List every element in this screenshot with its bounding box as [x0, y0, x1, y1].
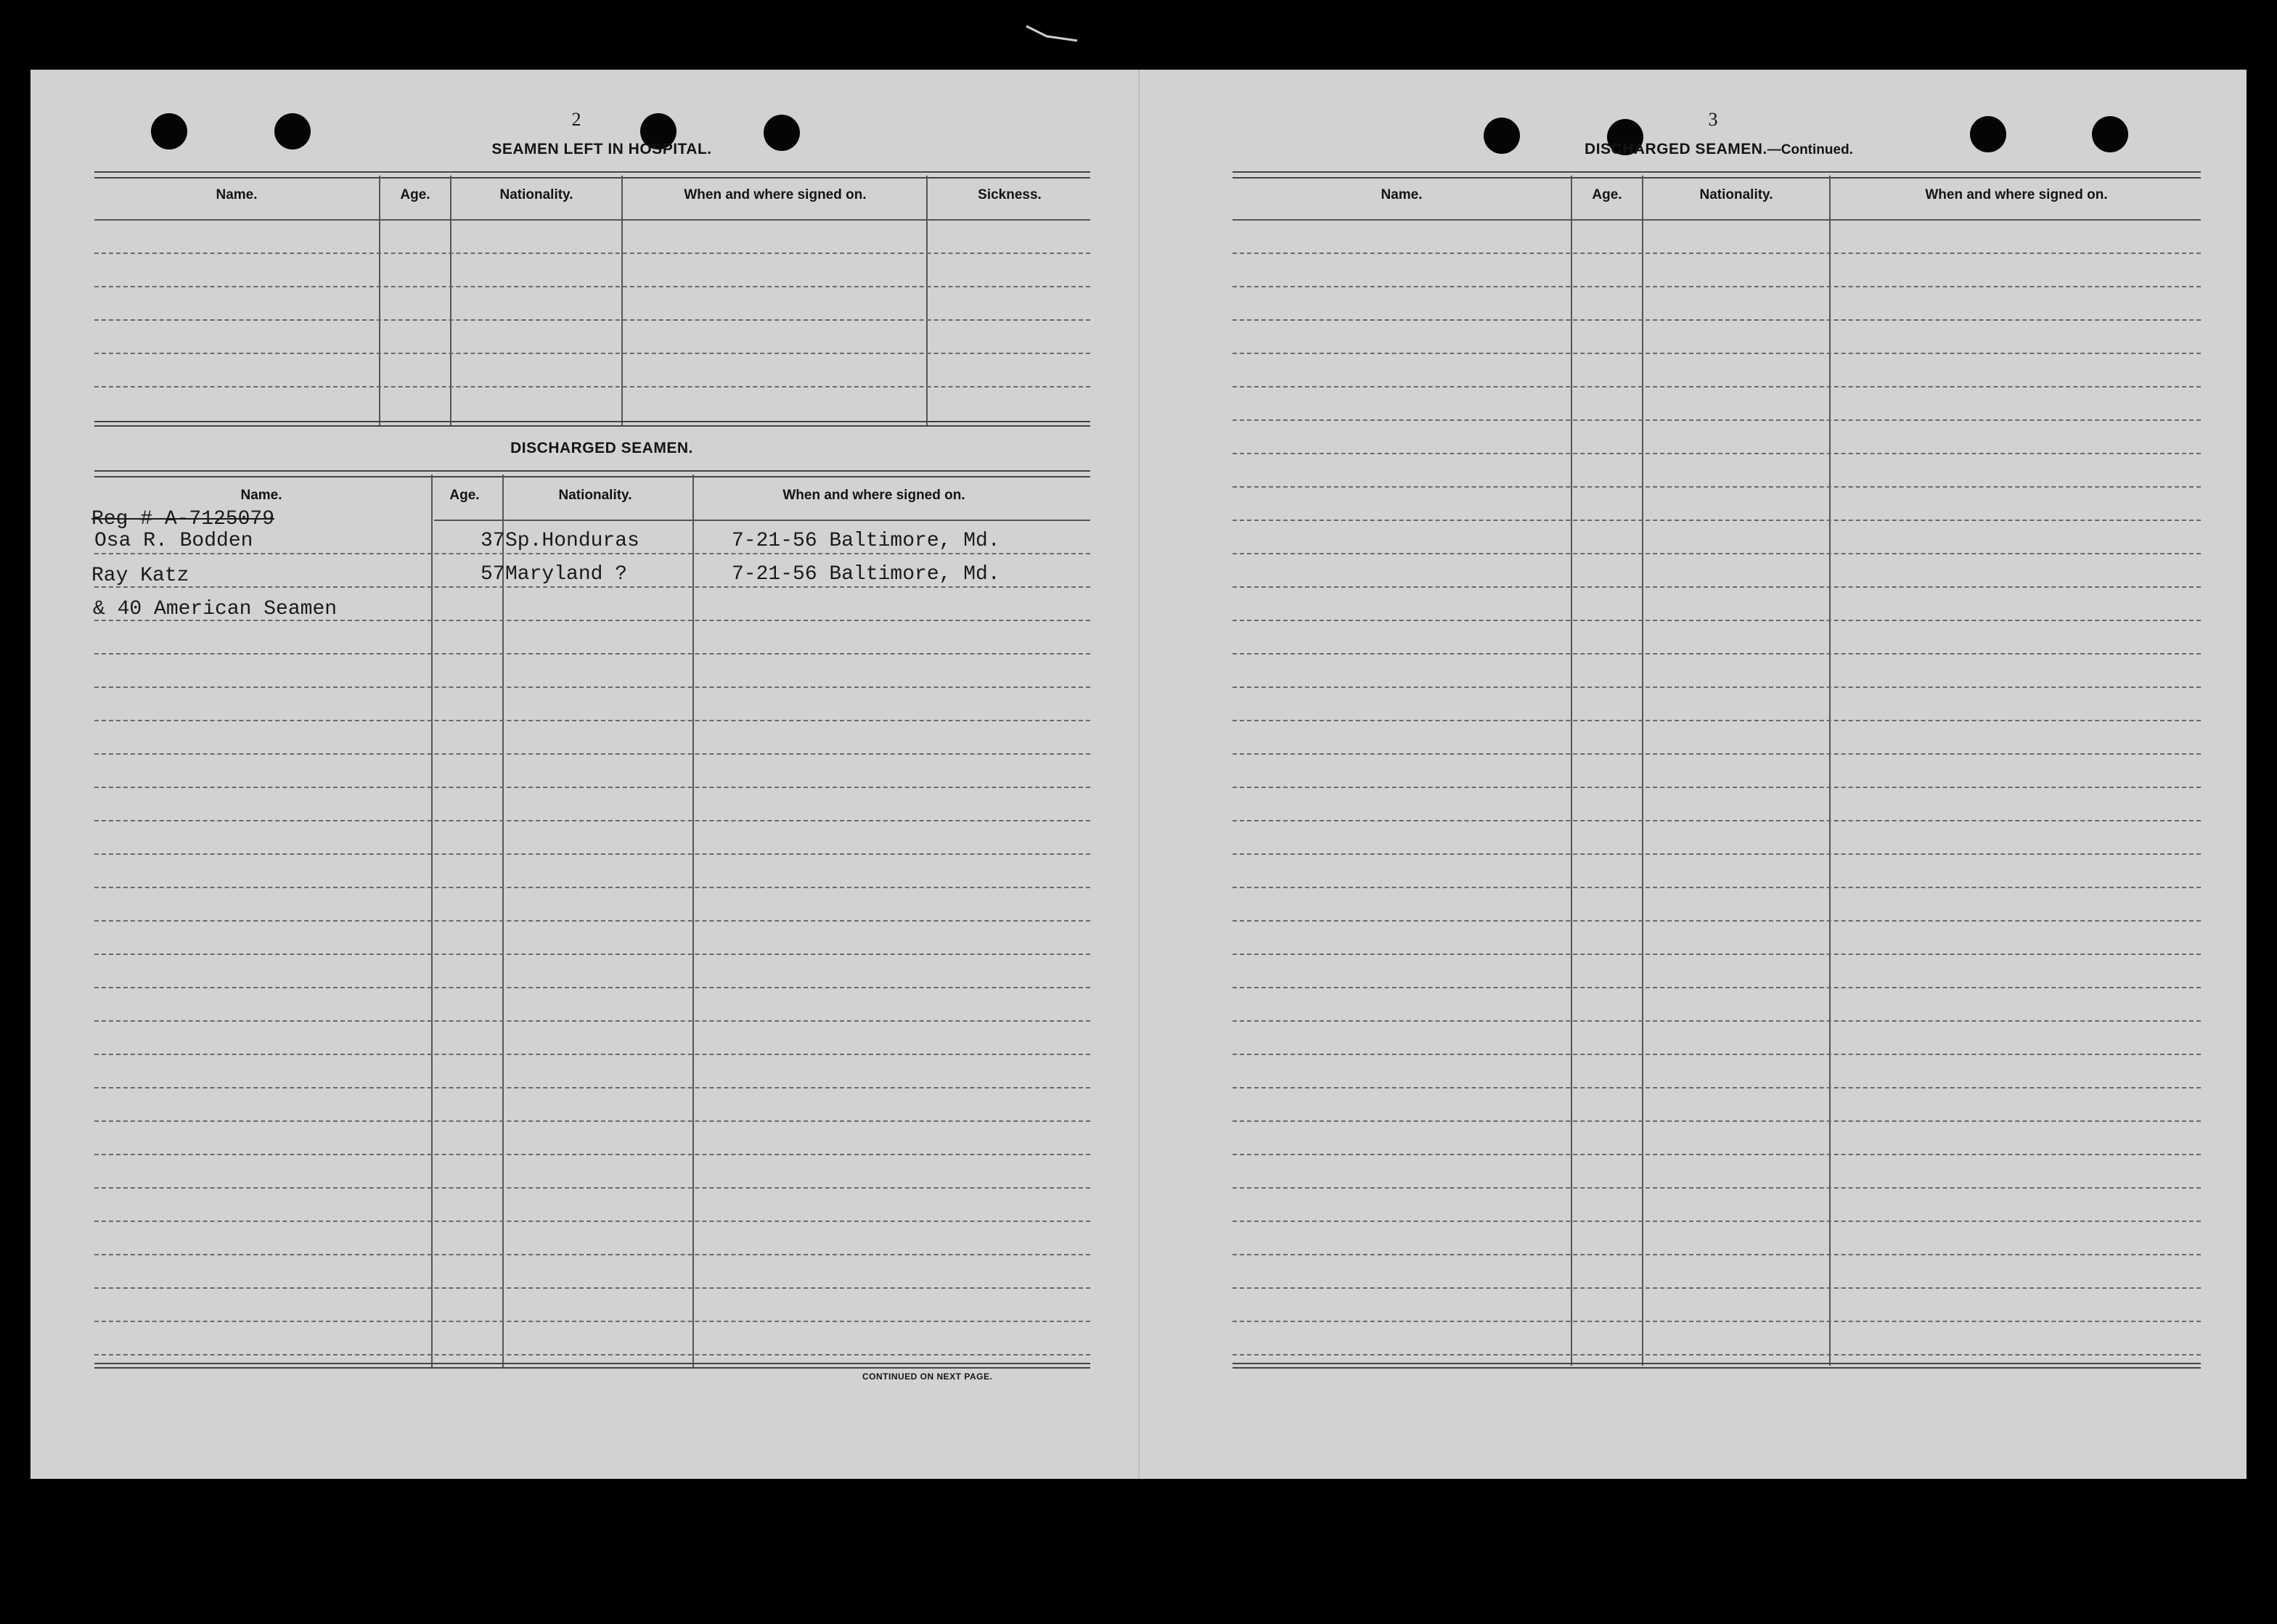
col-header-age: Age.	[400, 187, 430, 202]
table-row-nationality: Sp.Honduras	[505, 530, 639, 552]
table-row-signed-on: 7-21-56 Baltimore, Md.	[732, 530, 1000, 552]
col-header-nationality: Nationality.	[499, 187, 573, 202]
table-row-nationality: Maryland ?	[505, 563, 628, 586]
punch-hole	[151, 113, 187, 149]
discharged-continued-table	[1232, 171, 2201, 1448]
left-page	[30, 70, 1138, 1479]
punch-hole	[1484, 118, 1520, 154]
table-row-name: Ray Katz	[91, 565, 189, 587]
col-header-sickness: Sickness.	[978, 187, 1042, 202]
discharged-continued-title: DISCHARGED SEAMEN.—Continued.	[1585, 141, 1853, 157]
col-header-nationality: Nationality.	[1699, 187, 1773, 202]
table-row-name: Reg # A-7125079	[91, 508, 275, 530]
col-header-signed-on: When and where signed on.	[1925, 187, 2108, 202]
continued-note: CONTINUED ON NEXT PAGE.	[862, 1371, 993, 1382]
right-page	[1138, 70, 2247, 1479]
punch-hole	[274, 113, 311, 149]
discharged-table	[91, 470, 1090, 1443]
col-header-age: Age.	[449, 488, 480, 503]
col-header-age: Age.	[1592, 187, 1622, 202]
punch-hole	[1970, 116, 2006, 152]
table-row-age: 37	[481, 530, 505, 552]
punch-hole	[2092, 116, 2128, 152]
col-header-name: Name.	[216, 187, 258, 202]
page-number: 3	[1708, 109, 1718, 130]
table-row-name: & 40 American Seamen	[93, 598, 338, 620]
paper-scrap-mark	[1025, 23, 1079, 45]
col-header-name: Name.	[240, 488, 282, 503]
hospital-section-title: SEAMEN LEFT IN HOSPITAL.	[491, 141, 712, 157]
col-header-name: Name.	[1381, 187, 1423, 202]
col-header-nationality: Nationality.	[558, 488, 632, 503]
table-row-age: 57	[481, 563, 505, 586]
col-header-signed-on: When and where signed on.	[684, 187, 867, 202]
ledger-sheet	[30, 70, 2247, 1479]
discharged-section-title: DISCHARGED SEAMEN.	[510, 440, 693, 456]
table-row-signed-on: 7-21-56 Baltimore, Md.	[732, 563, 1000, 586]
col-header-signed-on: When and where signed on.	[782, 488, 965, 503]
page-number: 2	[571, 109, 581, 130]
table-row-name: Osa R. Bodden	[94, 530, 253, 552]
